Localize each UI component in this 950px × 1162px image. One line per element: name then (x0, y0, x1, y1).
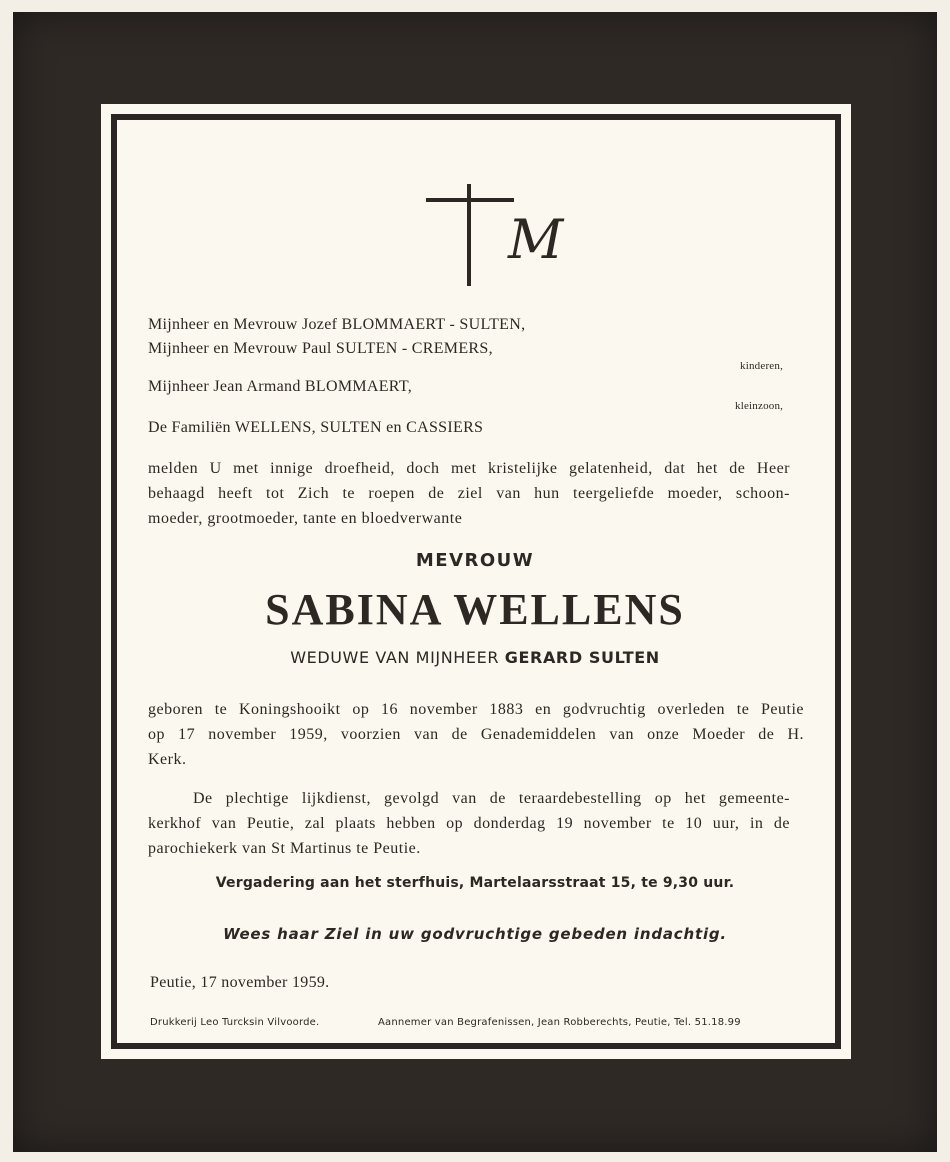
family-line-2: Mijnheer en Mevrouw Paul SULTEN - CREMERS, (148, 340, 493, 357)
funeral-line-2: kerkhof van Peutie, zal plaats hebben op donderdag 19 november te 10 uur, in de (148, 815, 790, 832)
family-line-1: Mijnheer en Mevrouw Jozef BLOMMAERT - SULTEN, (148, 316, 526, 333)
funeral-line-3: parochiekerk van St Martinus te Peutie. (148, 840, 421, 857)
funeral-line-1: De plechtige lijkdienst, gevolgd van de teraardebestelling op het gemeente- (193, 790, 790, 807)
prayer-request: Wees haar Ziel in uw godvruchtige gebeden indachtig. (223, 925, 727, 943)
announcement-line-3: moeder, grootmoeder, tante en bloedverwante (148, 510, 463, 527)
family-line-3: Mijnheer Jean Armand BLOMMAERT, (148, 378, 413, 395)
birth-line-2: op 17 november 1959, voorzien van de Genademiddelen van onze Moeder de H. (148, 726, 804, 743)
relation-children: kinderen, (740, 360, 784, 372)
announcement (148, 456, 790, 531)
title-mevrouw: MEVROUW (415, 550, 535, 571)
widow-prefix: WEDUWE VAN MIJNHEER (290, 648, 500, 667)
birth-death-paragraph (148, 697, 804, 772)
monogram: M (508, 208, 564, 271)
deceased-name: SABINA WELLENS (265, 585, 685, 634)
gathering-notice: Vergadering aan het sterfhuis, Martelaarsstraat 15, te 9,30 uur. (215, 875, 735, 891)
relation-grandson: kleinzoon, (735, 400, 784, 412)
birth-line-1: geboren te Koningshooikt op 16 november 1883 en godvruchtig overleden te Peutie (148, 701, 804, 718)
family-line-4: De Familiën WELLENS, SULTEN en CASSIERS (148, 419, 484, 436)
printer-credit: Drukkerij Leo Turcksin Vilvoorde. (150, 1017, 320, 1028)
announcement-line-1: melden U met innige droefheid, doch met kristelijke gelatenheid, dat het de Heer (148, 460, 790, 477)
widow-line (0, 648, 950, 667)
place-date: Peutie, 17 november 1959. (150, 974, 330, 991)
widow-name: GERARD SULTEN (504, 648, 660, 667)
funeral-paragraph (148, 786, 790, 861)
birth-line-3: Kerk. (148, 751, 187, 768)
undertaker-credit: Aannemer van Begrafenissen, Jean Robberechts, Peutie, Tel. 51.18.99 (378, 1017, 741, 1028)
announcement-line-2: behaagd heeft tot Zich te roepen de ziel van hun teergeliefde moeder, schoon- (148, 485, 790, 502)
